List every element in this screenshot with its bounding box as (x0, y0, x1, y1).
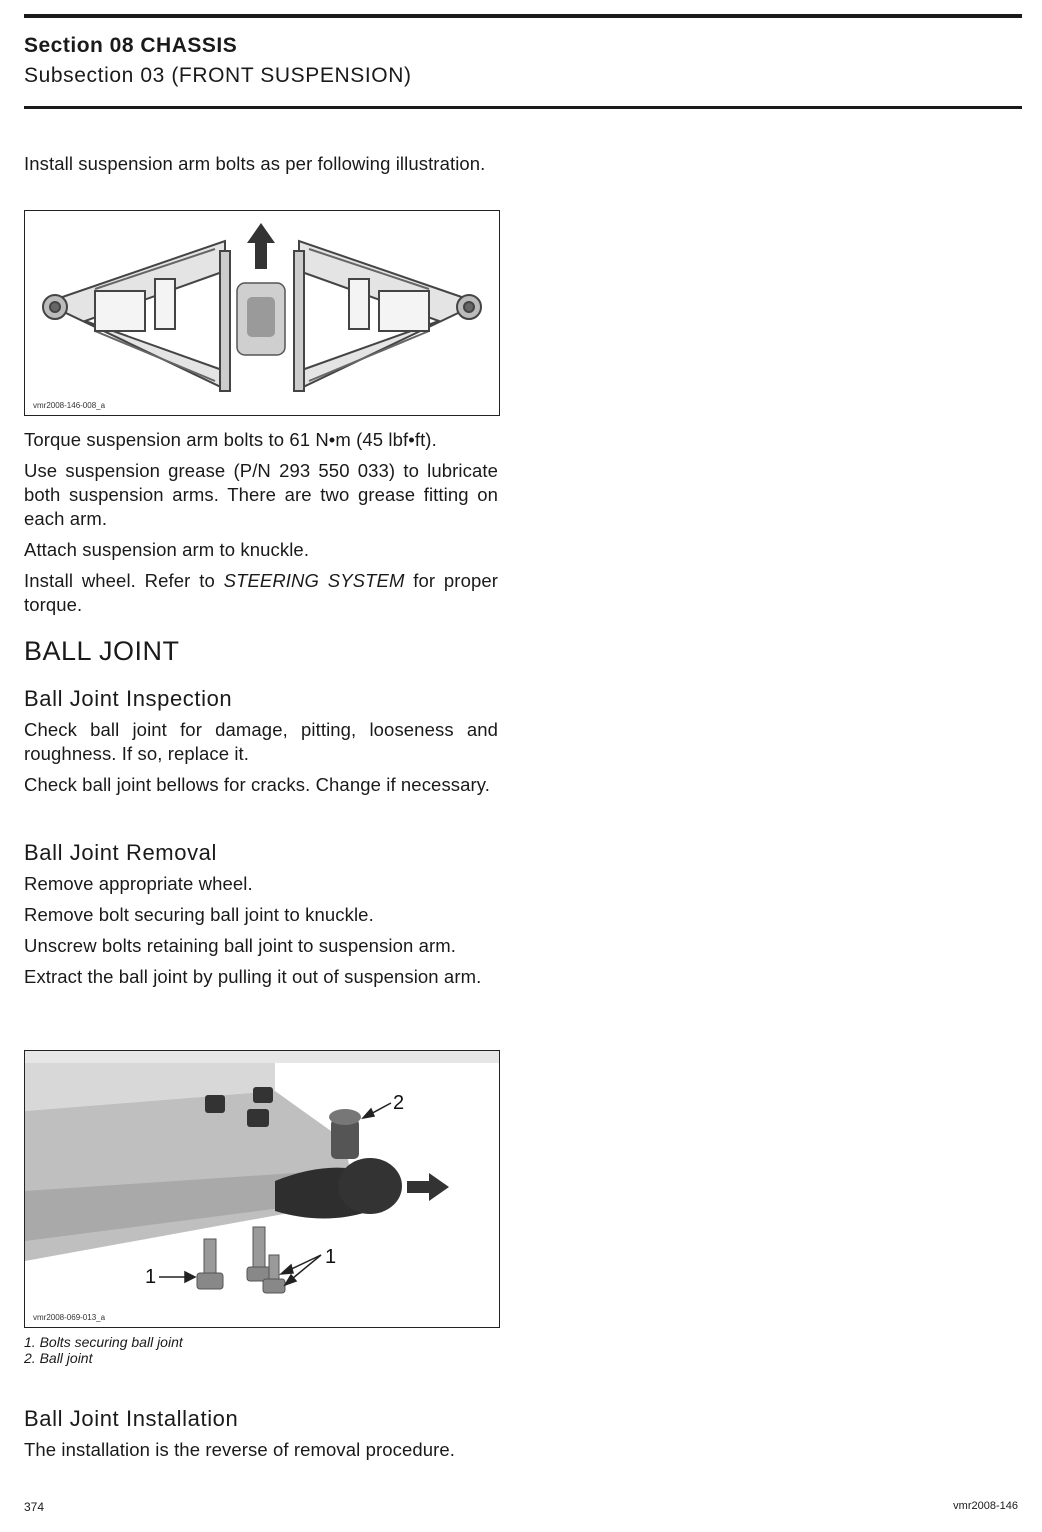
subsection-title: Subsection 03 (FRONT SUSPENSION) (24, 64, 412, 87)
suspension-arms-illustration (25, 211, 499, 415)
figure-2-captions (24, 1334, 183, 1366)
figure-2-code: vmr2008-069-013_a (33, 1313, 106, 1322)
right-suspension-arm (294, 241, 481, 391)
ball-joint-illustration (25, 1051, 499, 1327)
wheel-paragraph (24, 569, 498, 617)
removal-paragraph-4: Extract the ball joint by pulling it out of suspension arm. (24, 966, 482, 987)
ball-joint-figure (24, 1050, 500, 1328)
page-number: 374 (24, 1500, 45, 1514)
torque-paragraph: Torque suspension arm bolts to 61 N•m (45 lbf•ft). (24, 429, 437, 450)
removal-block (24, 840, 498, 989)
header-top-rule (24, 14, 1022, 18)
wheel-text-b: for proper torque. (24, 570, 498, 615)
intro-paragraph: Install suspension arm bolts as per following illustration. (24, 153, 486, 174)
installation-heading: Ball Joint Installation (24, 1406, 239, 1431)
wheel-text-a: Install wheel. Refer to (24, 570, 224, 591)
grease-paragraph: Use suspension grease (P/N 293 550 033) to lubricate both suspension arms. There are two grease fitting on each arm. (24, 460, 498, 529)
inspection-paragraph-2: Check ball joint bellows for cracks. Change if necessary. (24, 774, 491, 795)
figure-1-code: vmr2008-146-008_a (33, 401, 106, 410)
removal-paragraph-2: Remove bolt securing ball joint to knuckle. (24, 904, 374, 925)
inspection-block (24, 686, 498, 797)
steering-system-reference: STEERING SYSTEM (223, 570, 405, 591)
caption-1: 1. Bolts securing ball joint (24, 1334, 183, 1350)
attach-paragraph: Attach suspension arm to knuckle. (24, 539, 310, 560)
callout-label-2: 2 (393, 1092, 405, 1114)
suspension-arms-figure (24, 210, 500, 416)
ball-joint-heading-block (24, 636, 498, 667)
forward-direction-arrow (247, 223, 275, 269)
section-title: Section 08 CHASSIS (24, 34, 238, 57)
removal-paragraph-3: Unscrew bolts retaining ball joint to suspension arm. (24, 935, 457, 956)
removal-heading: Ball Joint Removal (24, 840, 217, 865)
bolt-icon (197, 1227, 285, 1293)
inspection-heading: Ball Joint Inspection (24, 686, 233, 711)
document-code: vmr2008-146 (953, 1500, 1018, 1512)
extraction-arrow (407, 1173, 449, 1201)
installation-paragraph: The installation is the reverse of removal procedure. (24, 1439, 456, 1460)
installation-block (24, 1406, 498, 1462)
removal-paragraph-1: Remove appropriate wheel. (24, 873, 253, 894)
caption-2: 2. Ball joint (24, 1350, 93, 1366)
left-suspension-arm (43, 241, 230, 391)
intro-block (24, 152, 498, 176)
ball-joint-heading: BALL JOINT (24, 636, 180, 666)
vehicle-top-view (237, 283, 285, 355)
after-figure-1-block (24, 428, 498, 617)
inspection-paragraph-1: Check ball joint for damage, pitting, looseness and roughness. If so, replace it. (24, 719, 498, 764)
header-bottom-rule (24, 106, 1022, 109)
callout-label-1b: 1 (325, 1246, 337, 1268)
callout-label-1: 1 (145, 1266, 157, 1288)
